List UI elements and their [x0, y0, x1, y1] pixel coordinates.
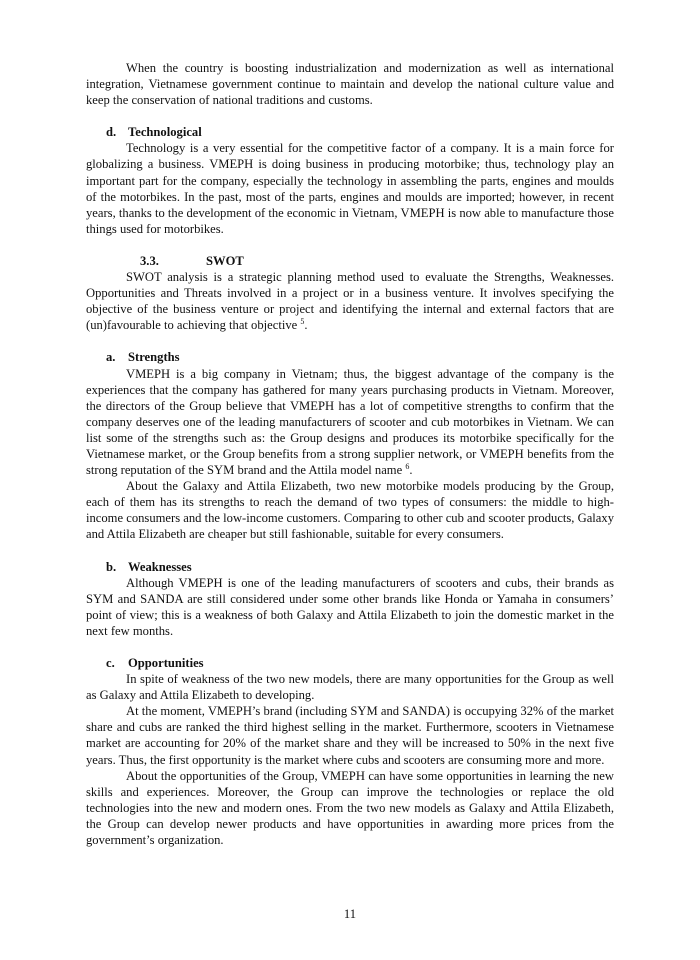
- spacer: [86, 639, 614, 655]
- strengths-paragraph-end: .: [409, 463, 413, 478]
- section-heading-weaknesses: [86, 559, 614, 575]
- intro-paragraph: When the country is boosting industrialization and modernization as well as international integration, Vietnamese government continue to maintain and develop the national culture value and keep the conservation of national traditions and customs.: [86, 61, 614, 108]
- opportunities-paragraph-2: At the moment, VMEPH’s brand (including SYM and SANDA) is occupying 32% of the market share and cubs are ranked the third highest selling in the market. Furthermore, scooters in Vietnamese market are accounting for 20% of the market share and they will be increased to 50% in the next five years. Thus, the first opportunity is the market where cubs and scooters are consuming more and more.: [86, 704, 614, 767]
- strengths-paragraph-2: About the Galaxy and Attila Elizabeth, two new motorbike models producing by the Group, each of them has its strengths to reach the demand of two types of consumers: the middle to high-income consumers and the low-income customers. Comparing to other cub and scooter products, Galaxy and Attila Elizabeth are cheaper but still fashionable, suitable for every consumers.: [86, 479, 614, 542]
- opportunities-paragraph-1: In spite of weakness of the two new models, there are many opportunities for the Group as well as Galaxy and Attila Elizabeth to developing.: [86, 672, 614, 703]
- opportunities-paragraph-3: About the opportunities of the Group, VMEPH can have some opportunities in learning the new skills and experiences. Moreover, the Group can improve the technologies or replace the old technologies into the new and modern ones. From the two new models as Galaxy and Attila Elizabeth, the Group can develop newer products and have opportunities in awarding more prices from the government’s organization.: [86, 768, 614, 848]
- strengths-paragraph-1: [86, 366, 614, 479]
- section-label: c.: [106, 656, 115, 670]
- technological-paragraph: Technology is a very essential for the competitive factor of a company. It is a main force for globalizing a business. VMEPH is doing business in producing motorbike; thus, technology play an important part for the company, especially the technology in assembling the parts, engines and moulds of the motorbikes. In the past, most of the parts, engines and moulds are imported; however, in recent years, thanks to the development of the economic in Vietnam, VMEPH is now able to manufacture those things used for motorbikes.: [86, 141, 614, 236]
- spacer: [86, 333, 614, 349]
- section-title: Weaknesses: [128, 559, 192, 574]
- section-heading-swot: [86, 253, 614, 269]
- section-label: d.: [106, 125, 117, 140]
- section-heading-strengths: [86, 349, 614, 365]
- strengths-paragraph-text: VMEPH is a big company in Vietnam; thus, the biggest advantage of the company is the experiences that the company has gathered for many years purchasing products in Vietnam. Moreover, the directors of the Group believe that VMEPH has a lot of competitive strengths to confirm that the company deserves one of the leading manufacturers of scooter and cub motorbikes in Vietnam. We can list some of the strengths such as: the Group designs and produces its motorbike specifically for the Vietnamese market, or the Group benefits from a strong supplier network, or VMEPH benefits from the strong reputation of the SYM brand and the Attila model name: [86, 366, 614, 478]
- swot-paragraph-text: SWOT analysis is a strategic planning method used to evaluate the Strengths, Weaknesses. Opportunities and Threats involved in a project or in a business venture. It involves specifying the objective of the business venture or project and identifying the internal and external factors that are (un)favourable to achieving that objective: [86, 270, 614, 333]
- section-title: Technological: [128, 125, 202, 140]
- spacer: [86, 543, 614, 559]
- swot-paragraph-end: .: [304, 318, 308, 333]
- section-title: SWOT: [206, 253, 244, 268]
- footnote-ref: 6: [405, 461, 410, 471]
- section-heading-opportunities: [86, 655, 614, 671]
- document-page: [86, 60, 614, 848]
- spacer: [86, 108, 614, 124]
- section-number: 3.3.: [140, 253, 159, 268]
- section-label: a.: [106, 350, 116, 365]
- section-heading-technological: [86, 124, 614, 140]
- page-number: 11: [343, 907, 357, 921]
- section-title: Strengths: [128, 350, 180, 365]
- spacer: [86, 237, 614, 253]
- swot-paragraph: [86, 269, 614, 333]
- section-label: b.: [106, 559, 117, 574]
- weaknesses-paragraph: Although VMEPH is one of the leading manufacturers of scooters and cubs, their brands as SYM and SANDA are still considered under some other brands like Honda or Yamaha in consumers’ point of view; this is a weakness of both Galaxy and Attila Elizabeth to join the domestic market in the next few months.: [86, 575, 614, 638]
- footnote-ref: 5: [300, 317, 305, 327]
- section-title: Opportunities: [128, 656, 204, 670]
